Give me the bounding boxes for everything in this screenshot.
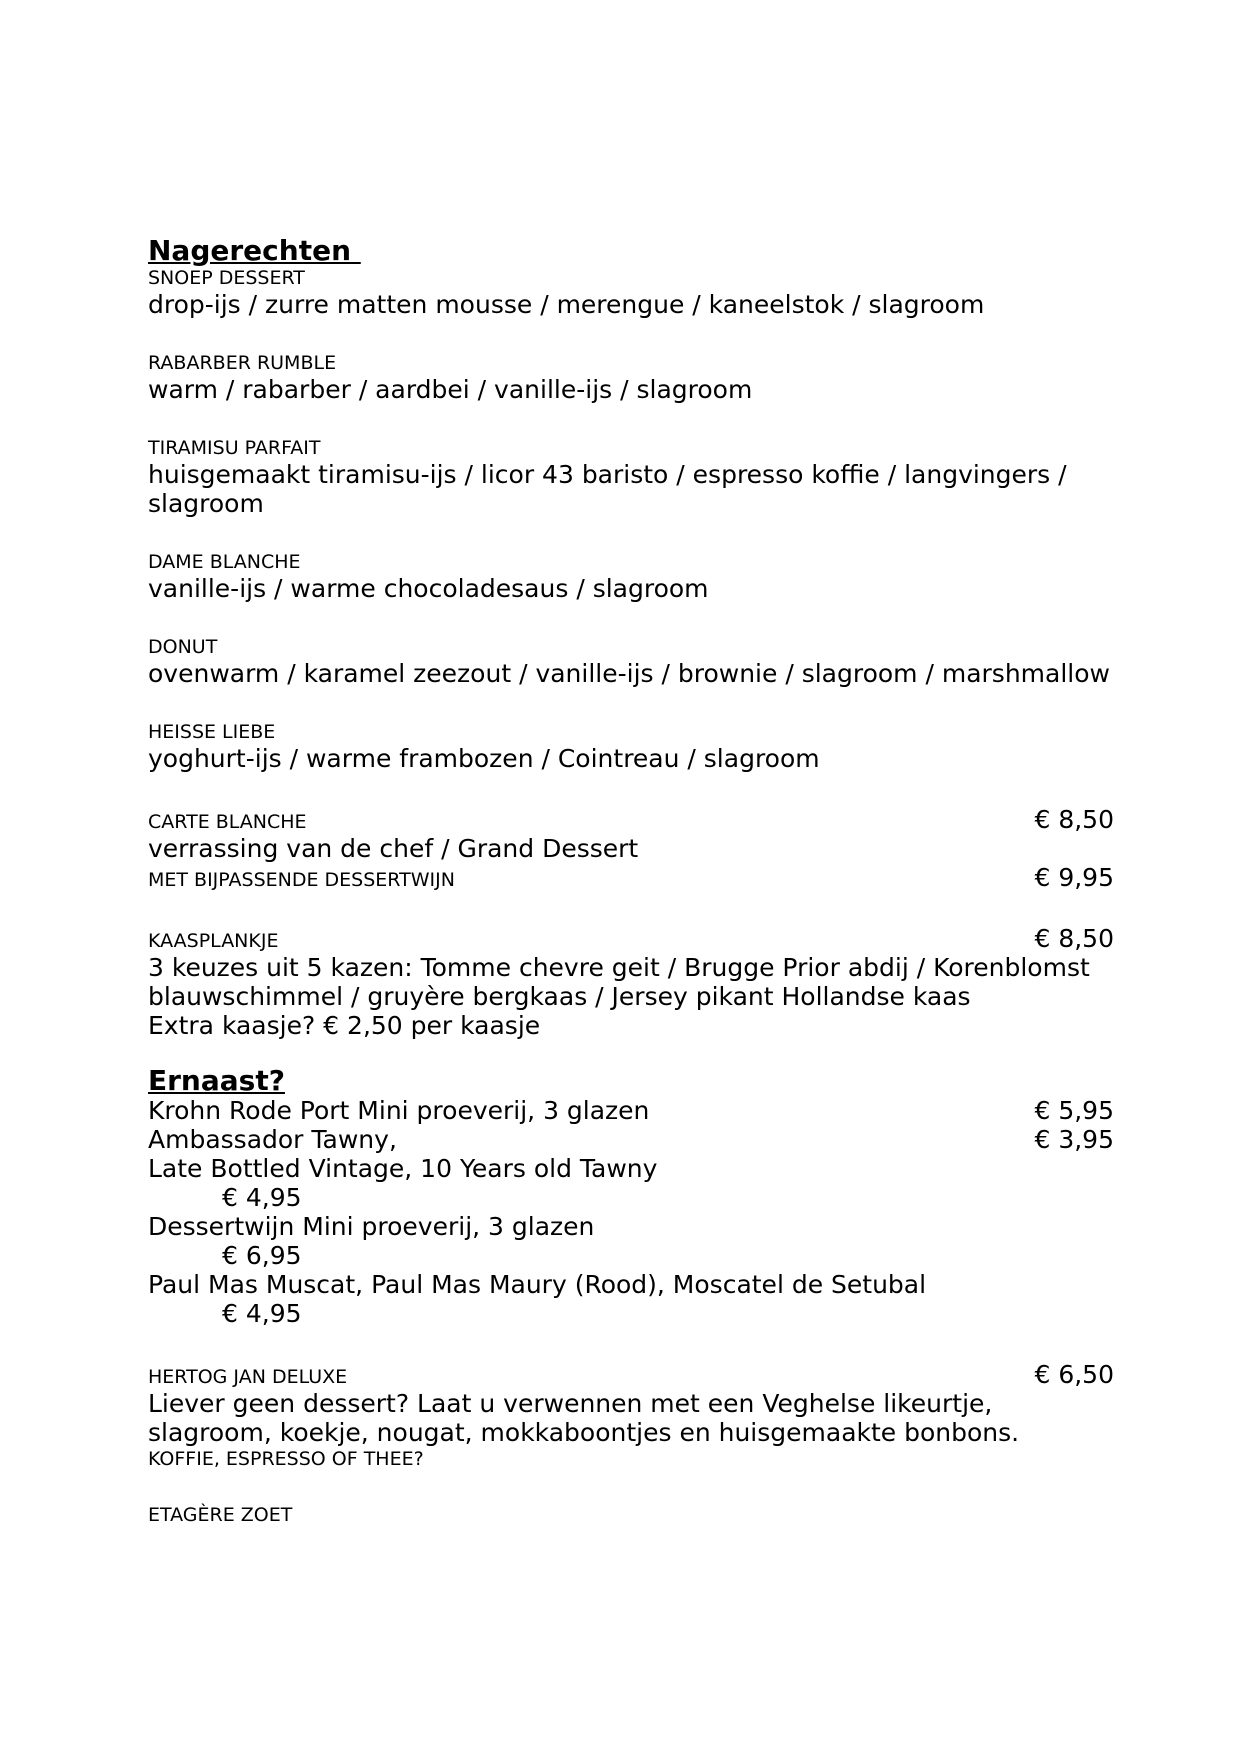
drink-price: € 5,95 xyxy=(1034,1096,1114,1125)
wine-pairing-price: € 9,95 xyxy=(1034,863,1114,892)
drink-price: € 6,95 xyxy=(222,1241,302,1270)
menu-item-donut xyxy=(148,635,1114,688)
drink-label: Ambassador Tawny, xyxy=(148,1125,397,1154)
item-description-line-1: huisgemaakt tiramisu-ijs / licor 43 baristo / espresso koffie / langvingers / xyxy=(148,460,1067,489)
drink-label: Dessertwijn Mini proeverij, 3 glazen xyxy=(148,1212,595,1241)
item-name: KAASPLANKJE xyxy=(148,930,279,952)
menu-page xyxy=(148,236,1114,1527)
menu-item-snoep-dessert xyxy=(148,266,1114,319)
wine-pairing-label: MET BIJPASSENDE DESSERTWIJN xyxy=(148,869,455,891)
item-description: yoghurt-ijs / warme frambozen / Cointreau / slagroom xyxy=(148,744,820,773)
item-name: CARTE BLANCHE xyxy=(148,811,307,833)
item-price: € 8,50 xyxy=(1034,805,1114,834)
item-price: € 6,50 xyxy=(1034,1360,1114,1389)
section-title-ernaast: Ernaast? xyxy=(148,1064,285,1097)
item-description-line-2: slagroom xyxy=(148,489,264,518)
item-name: DAME BLANCHE xyxy=(148,551,301,573)
item-name: TIRAMISU PARFAIT xyxy=(148,437,321,459)
drink-dessertwijn-proeverij xyxy=(148,1212,1114,1270)
menu-item-dame-blanche xyxy=(148,550,1114,603)
item-description: warm / rabarber / aardbei / vanille-ijs / slagroom xyxy=(148,375,753,404)
item-description-line-3: Extra kaasje? € 2,50 per kaasje xyxy=(148,1011,541,1040)
drink-label: Late Bottled Vintage, 10 Years old Tawny xyxy=(148,1154,658,1183)
drink-price: € 4,95 xyxy=(222,1183,302,1212)
drink-paul-mas xyxy=(148,1270,1114,1328)
item-description: vanille-ijs / warme chocoladesaus / slagroom xyxy=(148,574,709,603)
item-name: DONUT xyxy=(148,636,218,658)
item-description-line-1: Liever geen dessert? Laat u verwennen met een Veghelse likeurtje, xyxy=(148,1389,993,1418)
item-name: HEISSE LIEBE xyxy=(148,721,276,743)
menu-item-carte-blanche xyxy=(148,805,1114,892)
item-description: drop-ijs / zurre matten mousse / merengue / kaneelstok / slagroom xyxy=(148,290,985,319)
drink-price: € 4,95 xyxy=(222,1299,302,1328)
item-name: SNOEP DESSERT xyxy=(148,267,305,289)
drink-ambassador-tawny xyxy=(148,1125,1114,1154)
item-description-line-2: slagroom, koekje, nougat, mokkaboontjes en huisgemaakte bonbons. xyxy=(148,1418,1020,1447)
item-description-line-2: blauwschimmel / gruyère bergkaas / Jersey pikant Hollandse kaas xyxy=(148,982,971,1011)
menu-item-kaasplankje xyxy=(148,924,1114,1040)
menu-item-tiramisu-parfait xyxy=(148,436,1114,518)
coffee-option: KOFFIE, ESPRESSO OF THEE? xyxy=(148,1448,424,1470)
drink-label: Paul Mas Muscat, Paul Mas Maury (Rood), Moscatel de Setubal xyxy=(148,1270,927,1299)
menu-item-heisse-liebe xyxy=(148,720,1114,773)
drink-price: € 3,95 xyxy=(1034,1125,1114,1154)
item-name: HERTOG JAN DELUXE xyxy=(148,1366,348,1388)
item-description: ovenwarm / karamel zeezout / vanille-ijs / brownie / slagroom / marshmallow xyxy=(148,659,1110,688)
menu-item-hertog-jan-deluxe xyxy=(148,1360,1114,1471)
section-title-nagerechten: Nagerechten xyxy=(148,234,361,267)
item-price: € 8,50 xyxy=(1034,924,1114,953)
drink-label: Krohn Rode Port Mini proeverij, 3 glazen xyxy=(148,1096,650,1125)
item-description: verrassing van de chef / Grand Dessert xyxy=(148,834,639,863)
drink-late-bottled-vintage xyxy=(148,1154,1114,1212)
item-name: RABARBER RUMBLE xyxy=(148,352,337,374)
menu-item-etagere-zoet: ETAGÈRE ZOET xyxy=(148,1504,293,1526)
drink-krohn-port xyxy=(148,1096,1114,1125)
menu-item-rabarber-rumble xyxy=(148,351,1114,404)
item-description-line-1: 3 keuzes uit 5 kazen: Tomme chevre geit / Brugge Prior abdij / Korenblomst xyxy=(148,953,1090,982)
